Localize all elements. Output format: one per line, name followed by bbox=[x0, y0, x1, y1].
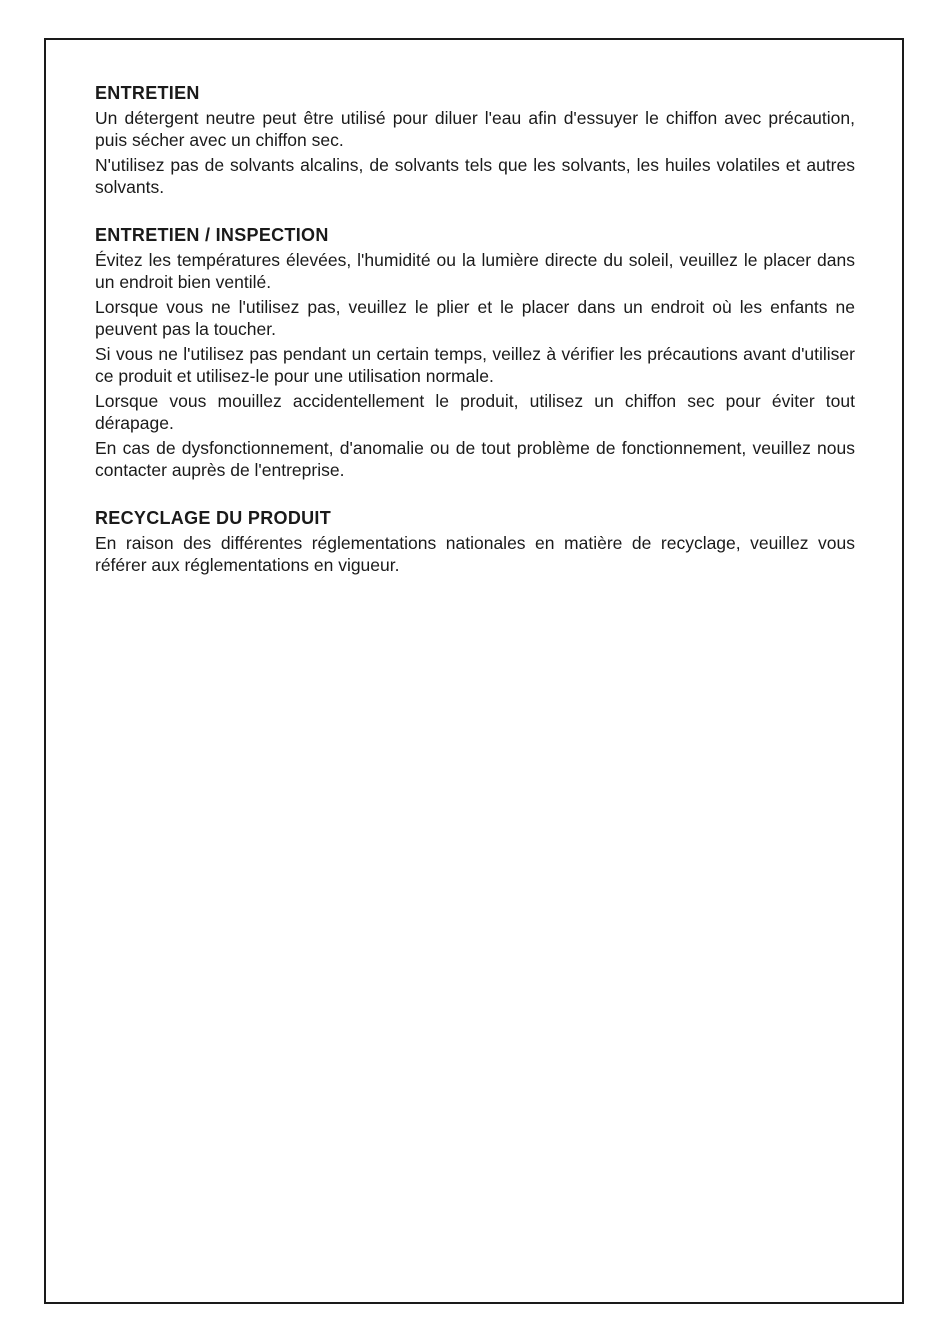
section-entretien-inspection bbox=[95, 224, 855, 481]
paragraph: En raison des différentes réglementations nationales en matière de recyclage, veuillez vous référer aux réglementations en vigueur. bbox=[95, 533, 855, 575]
section-heading: ENTRETIEN bbox=[95, 83, 200, 103]
paragraph: En cas de dysfonctionnement, d'anomalie ou de tout problème de fonctionnement, veuillez nous contacter auprès de l'entreprise. bbox=[95, 438, 855, 480]
paragraph: Évitez les températures élevées, l'humidité ou la lumière directe du soleil, veuillez le placer dans un endroit bien ventilé. bbox=[95, 250, 855, 292]
paragraph: N'utilisez pas de solvants alcalins, de solvants tels que les solvants, les huiles volatiles et autres solvants. bbox=[95, 155, 855, 197]
section-heading: ENTRETIEN / INSPECTION bbox=[95, 225, 329, 245]
section-heading: RECYCLAGE DU PRODUIT bbox=[95, 508, 332, 528]
paragraph: Si vous ne l'utilisez pas pendant un certain temps, veillez à vérifier les précautions avant d'utiliser ce produit et utilisez-le pour une utilisation normale. bbox=[95, 344, 855, 386]
section-entretien bbox=[95, 82, 855, 198]
paragraph: Un détergent neutre peut être utilisé pour diluer l'eau afin d'essuyer le chiffon avec précaution, puis sécher avec un chiffon sec. bbox=[95, 108, 855, 150]
paragraph: Lorsque vous ne l'utilisez pas, veuillez le plier et le placer dans un endroit où les enfants ne peuvent pas la toucher. bbox=[95, 297, 855, 339]
section-recyclage bbox=[95, 507, 855, 576]
document-body bbox=[95, 82, 855, 602]
paragraph: Lorsque vous mouillez accidentellement le produit, utilisez un chiffon sec pour éviter tout dérapage. bbox=[95, 391, 855, 433]
